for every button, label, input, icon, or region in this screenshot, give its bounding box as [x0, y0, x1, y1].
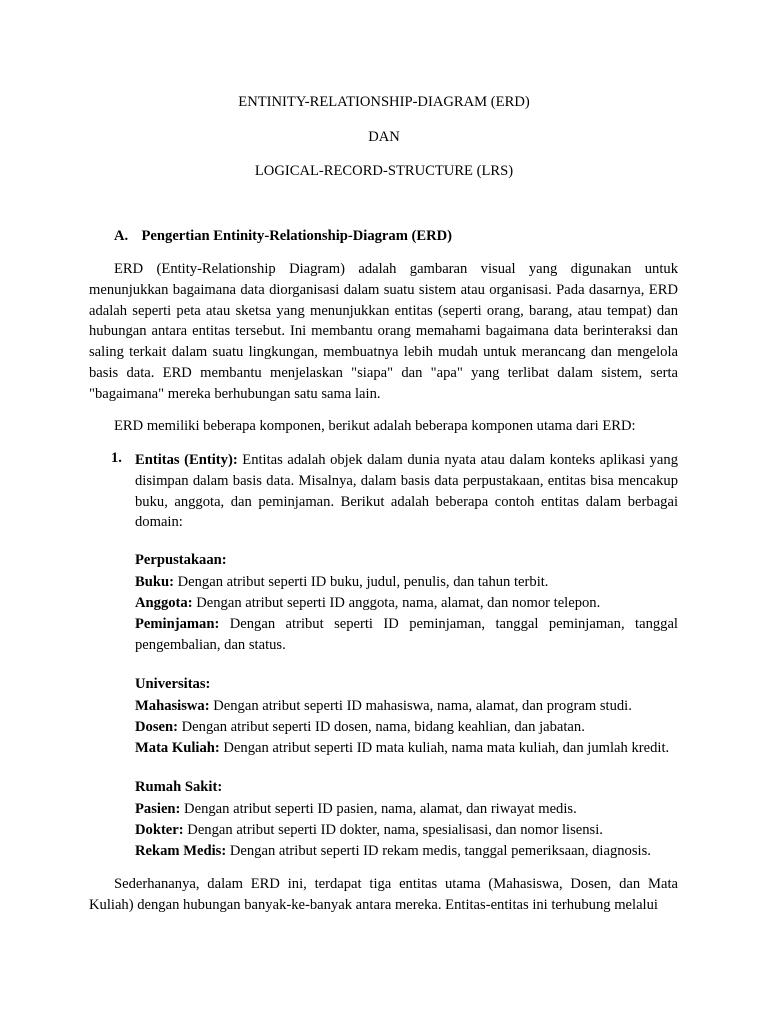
entity-term-buku: Buku: — [135, 574, 174, 590]
closing-paragraph: Sederhananya, dalam ERD ini, terdapat tiga entitas utama (Mahasiswa, Dosen, dan Mata Kuliah) dengan hubungan banyak-ke-banyak antara mereka. Entitas-entitas ini terhubung melalui — [89, 876, 678, 913]
entity-desc-mata-kuliah: Dengan atribut seperti ID mata kuliah, nama mata kuliah, dan jumlah kredit. — [219, 740, 670, 756]
section-a-paragraph: ERD (Entity-Relationship Diagram) adalah gambaran visual yang digunakan untuk menunjukkan bagaimana data diorganisasi dalam suatu sistem atau organisasi. Pada dasarnya, ERD adalah seperti peta atau sketsa yang menunjukkan entitas (seperti orang, barang, atau tempat) dan hubungan antara entitas tersebut. Ini membantu orang memahami bagaimana data berinteraksi dan saling terkait dalam suatu lingkungan, membuatnya lebih mudah untuk merancang dan mengelola basis data. ERD membantu menjelaskan "siapa" dan "apa" yang terlibat dalam sistem, serta "bagaimana" mereka berhubungan satu sama lain. — [89, 261, 678, 402]
entity-text: Entitas adalah objek dalam dunia nyata atau dalam konteks aplikasi yang disimpan dalam basis data. Misalnya, dalam basis data perpustakaan, entitas bisa mencakup buku, anggota, dan peminjaman. Berikut adalah beberapa contoh entitas dalam berbagai domain: — [135, 452, 678, 531]
title-line-1: ENTINITY-RELATIONSHIP-DIAGRAM (ERD) — [238, 94, 530, 110]
entity-line-pasien — [135, 799, 678, 820]
entity-term-pasien: Pasien: — [135, 801, 181, 817]
entity-term-rekam-medis: Rekam Medis: — [135, 843, 227, 859]
entity-line-anggota — [135, 593, 678, 614]
entity-desc-peminjaman: Dengan atribut seperti ID peminjaman, tanggal peminjaman, tanggal pengembalian, dan status. — [135, 616, 678, 653]
domain-heading-universitas: Universitas: — [135, 676, 211, 692]
title-line-3: LOGICAL-RECORD-STRUCTURE (LRS) — [254, 163, 514, 179]
entity-line-dosen — [135, 717, 678, 738]
domain-heading-perpustakaan: Perpustakaan: — [135, 552, 227, 568]
entity-term-anggota: Anggota: — [135, 595, 193, 611]
entity-desc-buku: Dengan atribut seperti ID buku, judul, penulis, dan tahun terbit. — [173, 574, 549, 590]
components-intro: ERD memiliki beberapa komponen, berikut adalah beberapa komponen utama dari ERD: — [114, 418, 636, 434]
entity-term-peminjaman: Peminjaman: — [135, 616, 220, 632]
entity-desc-anggota: Dengan atribut seperti ID anggota, nama, alamat, dan nomor telepon. — [192, 595, 601, 611]
domain-heading-rumah-sakit: Rumah Sakit: — [135, 779, 223, 795]
entity-term-dokter: Dokter: — [135, 822, 184, 838]
entity-line-buku — [135, 572, 678, 593]
section-a-marker: A. — [114, 228, 129, 244]
entity-line-dokter — [135, 820, 678, 841]
entity-desc-mahasiswa: Dengan atribut seperti ID mahasiswa, nama, alamat, dan program studi. — [209, 698, 632, 714]
entity-term: Entitas (Entity): — [135, 452, 238, 468]
title-line-2: DAN — [368, 129, 400, 145]
list-item-1-number: 1. — [111, 450, 122, 466]
entity-desc-dokter: Dengan atribut seperti ID dokter, nama, spesialisasi, dan nomor lisensi. — [183, 822, 603, 838]
entity-desc-pasien: Dengan atribut seperti ID pasien, nama, alamat, dan riwayat medis. — [180, 801, 577, 817]
entity-desc-dosen: Dengan atribut seperti ID dosen, nama, bidang keahlian, dan jabatan. — [177, 719, 585, 735]
list-item-1-body — [135, 450, 678, 533]
section-a-heading — [114, 228, 452, 245]
entity-line-peminjaman — [135, 614, 678, 656]
entity-line-mata-kuliah — [135, 738, 678, 759]
entity-term-mata-kuliah: Mata Kuliah: — [135, 740, 220, 756]
section-a-title: Pengertian Entinity-Relationship-Diagram (ERD) — [141, 228, 453, 244]
entity-line-rekam-medis — [135, 841, 678, 862]
entity-term-dosen: Dosen: — [135, 719, 178, 735]
entity-line-mahasiswa — [135, 696, 678, 717]
entity-desc-rekam-medis: Dengan atribut seperti ID rekam medis, tanggal pemeriksaan, diagnosis. — [226, 843, 651, 859]
entity-term-mahasiswa: Mahasiswa: — [135, 698, 210, 714]
